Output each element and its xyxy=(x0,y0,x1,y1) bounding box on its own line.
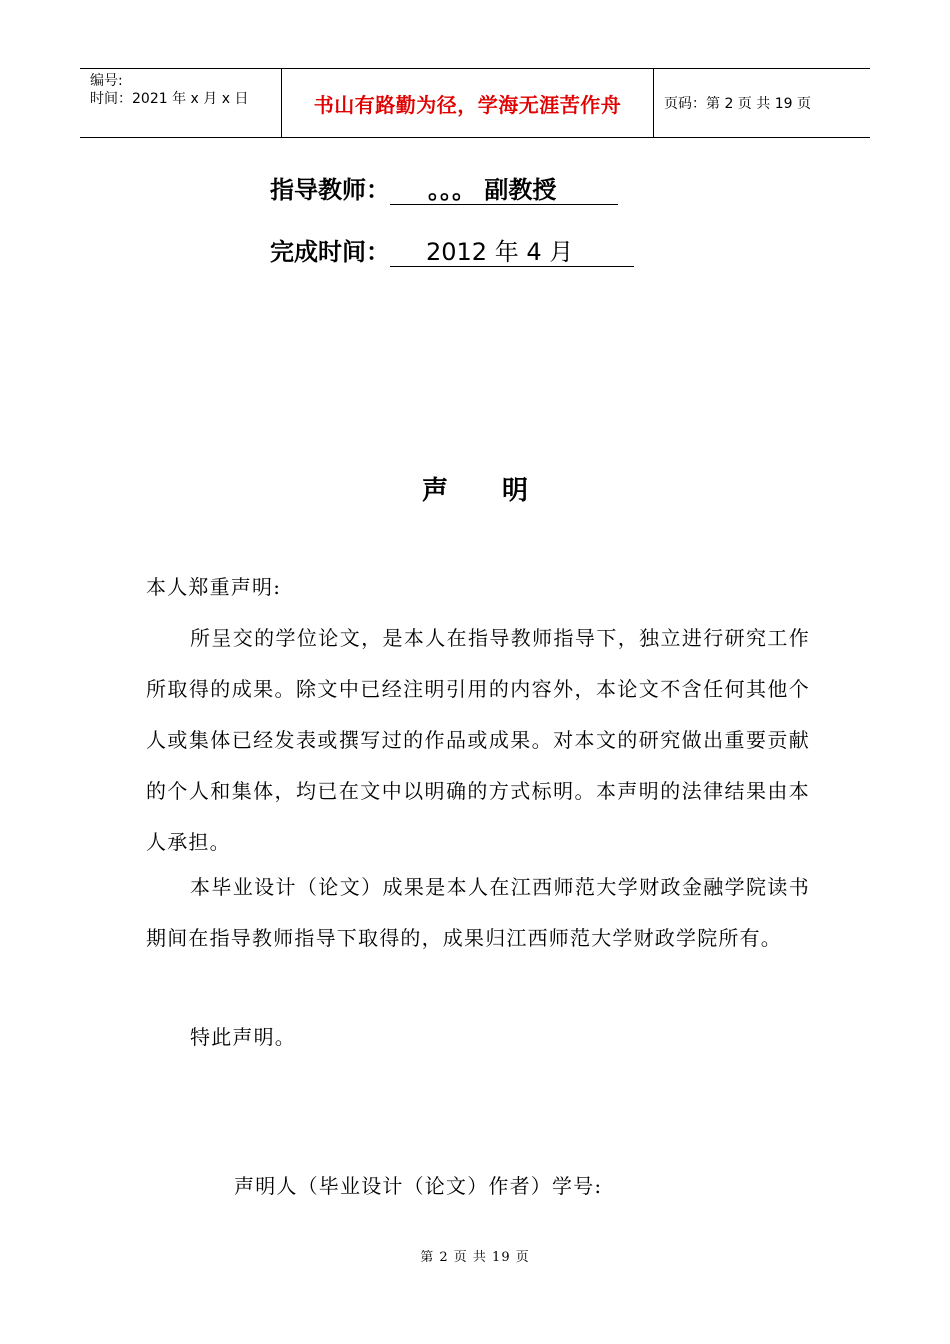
document-date-label: 时间：2021 年 x 月 x 日 xyxy=(90,91,249,107)
completion-time-line xyxy=(270,232,634,267)
header-meta xyxy=(80,69,282,137)
declaration-title: 声明 xyxy=(421,476,582,506)
advisor-value: 。。。 副教授 xyxy=(390,178,618,205)
header-page-info: 页码：第 2 页 共 19 页 xyxy=(664,96,811,112)
completion-time-label: 完成时间： xyxy=(270,238,390,266)
advisor-line xyxy=(270,170,618,205)
document-header xyxy=(80,68,870,138)
header-motto: 书山有路勤为径，学海无涯苦作舟 xyxy=(282,69,654,137)
declaration-paragraph-ownership: 本毕业设计（论文）成果是本人在江西师范大学财政金融学院读书期间在指导教师指导下取得的，成果归江西师范大学财政学院所有。 xyxy=(146,875,810,950)
page-footer: 第 2 页 共 19 页 xyxy=(420,1250,530,1265)
declaration-intro: 本人郑重声明: xyxy=(146,575,282,599)
declaration-closing: 特此声明。 xyxy=(190,1025,296,1049)
completion-time-value: 2012 年 4 月 xyxy=(390,240,634,267)
declaration-paragraph-originality: 所呈交的学位论文，是本人在指导教师指导下，独立进行研究工作所取得的成果。除文中已经注明引用的内容外，本论文不含任何其他个人或集体已经发表或撰写过的作品或成果。对本文的研究做出重要贡献的个人和集体，均已在文中以明确的方式标明。本声明的法律结果由本人承担。 xyxy=(146,626,810,854)
advisor-label: 指导教师： xyxy=(270,176,390,204)
declarant-signature-line: 声明人（毕业设计（论文）作者）学号: xyxy=(234,1174,603,1198)
document-number-label: 编号: xyxy=(90,73,123,89)
